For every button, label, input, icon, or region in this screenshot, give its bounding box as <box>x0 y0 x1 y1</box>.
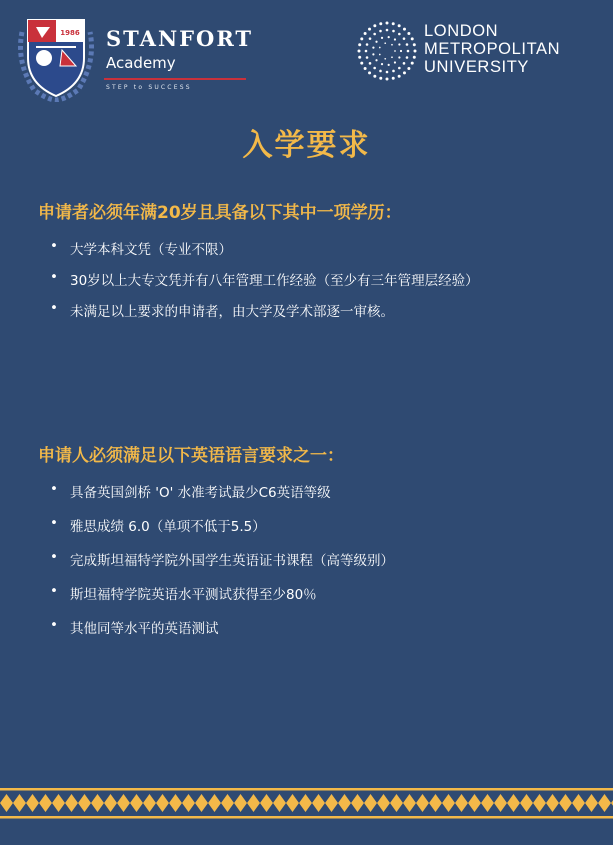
decorative-border <box>0 784 613 845</box>
bullet-icon: • <box>50 300 58 316</box>
list-item-text: 斯坦福特学院英语水平测试获得至少80％ <box>70 587 317 603</box>
list-item <box>50 269 479 300</box>
stanfort-academy-label: Academy <box>106 54 176 72</box>
stanfort-academy-logo <box>14 12 254 107</box>
stanfort-name: STANFORT <box>106 26 254 51</box>
stanfort-tagline: STEP to SUCCESS <box>106 84 192 91</box>
list-item <box>50 549 394 583</box>
list-item <box>50 238 479 269</box>
lmu-wordmark <box>424 22 560 76</box>
list-item-text: 具备英国剑桥 'O' 水准考试最少C6英语等级 <box>70 485 331 501</box>
lmu-line-3: UNIVERSITY <box>424 58 530 76</box>
lmu-line-1: LONDON <box>424 22 499 40</box>
page-title: 入学要求 <box>242 128 371 163</box>
english-requirements-list <box>50 481 394 651</box>
english-requirements-heading: 申请人必须满足以下英语语言要求之一： <box>38 446 344 466</box>
bullet-icon: • <box>50 269 58 285</box>
bullet-icon: • <box>50 238 58 254</box>
list-item <box>50 617 394 651</box>
header <box>0 0 613 110</box>
lmu-line-2: METROPOLITAN <box>424 40 561 58</box>
list-item-text: 其他同等水平的英语测试 <box>70 621 219 637</box>
academic-requirements-heading: 申请者必须年满20岁且具备以下其中一项学历： <box>38 203 402 223</box>
list-item <box>50 300 479 331</box>
list-item <box>50 515 394 549</box>
bullet-icon: • <box>50 481 58 497</box>
list-item-text: 30岁以上大专文凭并有八年管理工作经验（至少有三年管理层经验） <box>70 273 479 289</box>
list-item-text: 雅思成绩 6.0（单项不低于5.5） <box>70 519 266 535</box>
svg-text:1986: 1986 <box>60 29 80 37</box>
list-item <box>50 583 394 617</box>
stanfort-crest-icon <box>14 12 98 102</box>
list-item-text: 大学本科文凭（专业不限） <box>70 242 232 258</box>
bullet-icon: • <box>50 583 58 599</box>
bullet-icon: • <box>50 515 58 531</box>
lmu-dots-icon <box>356 20 418 82</box>
bullet-icon: • <box>50 617 58 633</box>
academic-requirements-list <box>50 238 479 331</box>
bullet-icon: • <box>50 549 58 565</box>
list-item-text: 完成斯坦福特学院外国学生英语证书课程（高等级别） <box>70 553 394 569</box>
lmu-logo <box>356 20 606 90</box>
list-item <box>50 481 394 515</box>
stanfort-divider <box>104 78 246 80</box>
list-item-text: 未满足以上要求的申请者，由大学及学术部逐一审核。 <box>70 304 394 320</box>
